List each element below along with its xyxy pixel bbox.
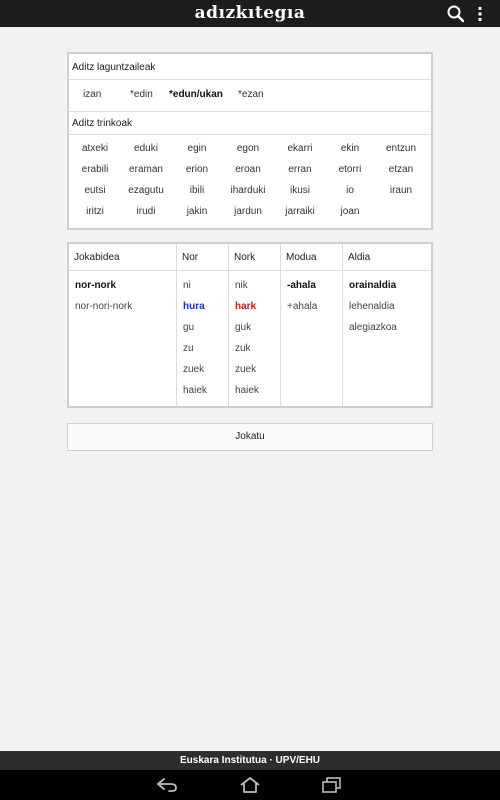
option-item[interactable]: nor-nork xyxy=(75,280,117,291)
column-header: Nork xyxy=(229,244,280,271)
aux-verb-item[interactable]: *edin xyxy=(130,89,153,100)
verbs-panel xyxy=(67,52,433,230)
column-header: Modua xyxy=(281,244,342,271)
recent-apps-icon[interactable] xyxy=(318,775,344,795)
column-options xyxy=(343,271,431,338)
synthetic-verb-item[interactable]: erran xyxy=(288,164,312,175)
option-item[interactable]: orainaldia xyxy=(349,280,397,291)
option-item[interactable]: ni xyxy=(183,280,191,291)
synthetic-verb-item[interactable]: iharduki xyxy=(230,185,266,196)
action-bar xyxy=(0,0,500,27)
column-options xyxy=(229,271,280,401)
option-item[interactable]: zuek xyxy=(235,364,257,375)
option-item[interactable]: zuk xyxy=(235,343,251,354)
synthetic-verb-item[interactable]: iraun xyxy=(389,185,413,196)
overflow-menu-icon[interactable] xyxy=(473,4,487,24)
aux-verbs-list xyxy=(69,84,431,106)
synthetic-verb-item[interactable]: eutsi xyxy=(84,185,106,196)
synthetic-verb-item[interactable]: egon xyxy=(236,143,260,154)
conjugation-options-panel xyxy=(67,242,433,408)
synthetic-verbs-header: Aditz trinkoak xyxy=(69,111,431,135)
option-item[interactable]: guk xyxy=(235,322,252,333)
aux-verb-item[interactable]: *edun/ukan xyxy=(169,89,223,100)
synthetic-verb-item[interactable]: irudi xyxy=(136,206,156,217)
column-options xyxy=(177,271,228,401)
synthetic-verb-item[interactable]: ikusi xyxy=(289,185,310,196)
back-icon[interactable] xyxy=(154,775,180,795)
synthetic-verb-item[interactable]: etzan xyxy=(388,164,414,175)
option-item[interactable]: haiek xyxy=(183,385,207,396)
option-item[interactable]: nik xyxy=(235,280,248,291)
option-item[interactable]: haiek xyxy=(235,385,259,396)
aldia-column xyxy=(342,244,431,406)
option-item[interactable]: zu xyxy=(183,343,194,354)
synthetic-verb-item[interactable]: jakin xyxy=(186,206,208,217)
footer-credit: Euskara Institutua · UPV/EHU xyxy=(0,751,500,770)
synthetic-verb-item[interactable]: ezagutu xyxy=(128,185,164,196)
aux-verbs-header: Aditz laguntzaileak xyxy=(69,56,431,80)
synthetic-verb-item[interactable]: erabili xyxy=(81,164,109,175)
app-title: adızkıtegıa xyxy=(194,3,306,23)
synthetic-verb-item[interactable]: ekin xyxy=(340,143,360,154)
home-icon[interactable] xyxy=(237,775,263,795)
option-item[interactable]: nor-nori-nork xyxy=(75,301,133,312)
synthetic-verb-item[interactable]: eroan xyxy=(235,164,261,175)
synthetic-verb-item[interactable]: etorri xyxy=(338,164,362,175)
synthetic-verb-item[interactable]: jardun xyxy=(234,206,262,217)
column-options xyxy=(281,271,342,317)
aux-verb-item[interactable]: izan xyxy=(83,89,102,100)
option-item[interactable]: hura xyxy=(183,301,205,312)
column-header: Nor xyxy=(177,244,228,271)
synthetic-verb-item[interactable]: iritzi xyxy=(86,206,104,217)
synthetic-verb-item[interactable]: io xyxy=(346,185,354,196)
synthetic-verb-item[interactable]: jarraiki xyxy=(285,206,315,217)
synthetic-verb-item[interactable]: ibili xyxy=(189,185,205,196)
synthetic-verb-item[interactable]: egin xyxy=(187,143,207,154)
synthetic-verb-item[interactable]: eraman xyxy=(129,164,163,175)
synthetic-verb-item[interactable]: eduki xyxy=(134,143,158,154)
synthetic-verb-item[interactable]: erion xyxy=(185,164,209,175)
column-options xyxy=(69,271,176,317)
option-item[interactable]: hark xyxy=(235,301,257,312)
option-item[interactable]: alegiazkoa xyxy=(349,322,397,333)
option-item[interactable]: lehenaldia xyxy=(349,301,395,312)
search-icon[interactable] xyxy=(446,4,466,24)
synthetic-verb-item[interactable]: atxeki xyxy=(81,143,109,154)
modua-column xyxy=(280,244,342,406)
option-item[interactable]: -ahala xyxy=(287,280,316,291)
synthetic-verb-item[interactable]: joan xyxy=(340,206,360,217)
column-header: Jokabidea xyxy=(69,244,176,271)
jokatu-button[interactable]: Jokatu xyxy=(67,423,433,451)
option-item[interactable]: gu xyxy=(183,322,195,333)
nor-column xyxy=(176,244,228,406)
option-item[interactable]: zuek xyxy=(183,364,205,375)
aux-verb-item[interactable]: *ezan xyxy=(238,89,264,100)
option-item[interactable]: +ahala xyxy=(287,301,318,312)
column-header: Aldia xyxy=(343,244,431,271)
system-nav-bar xyxy=(0,770,500,800)
synthetic-verb-item[interactable]: entzun xyxy=(385,143,417,154)
synthetic-verb-item[interactable]: ekarri xyxy=(287,143,313,154)
nork-column xyxy=(228,244,280,406)
jokabidea-column xyxy=(69,244,176,406)
